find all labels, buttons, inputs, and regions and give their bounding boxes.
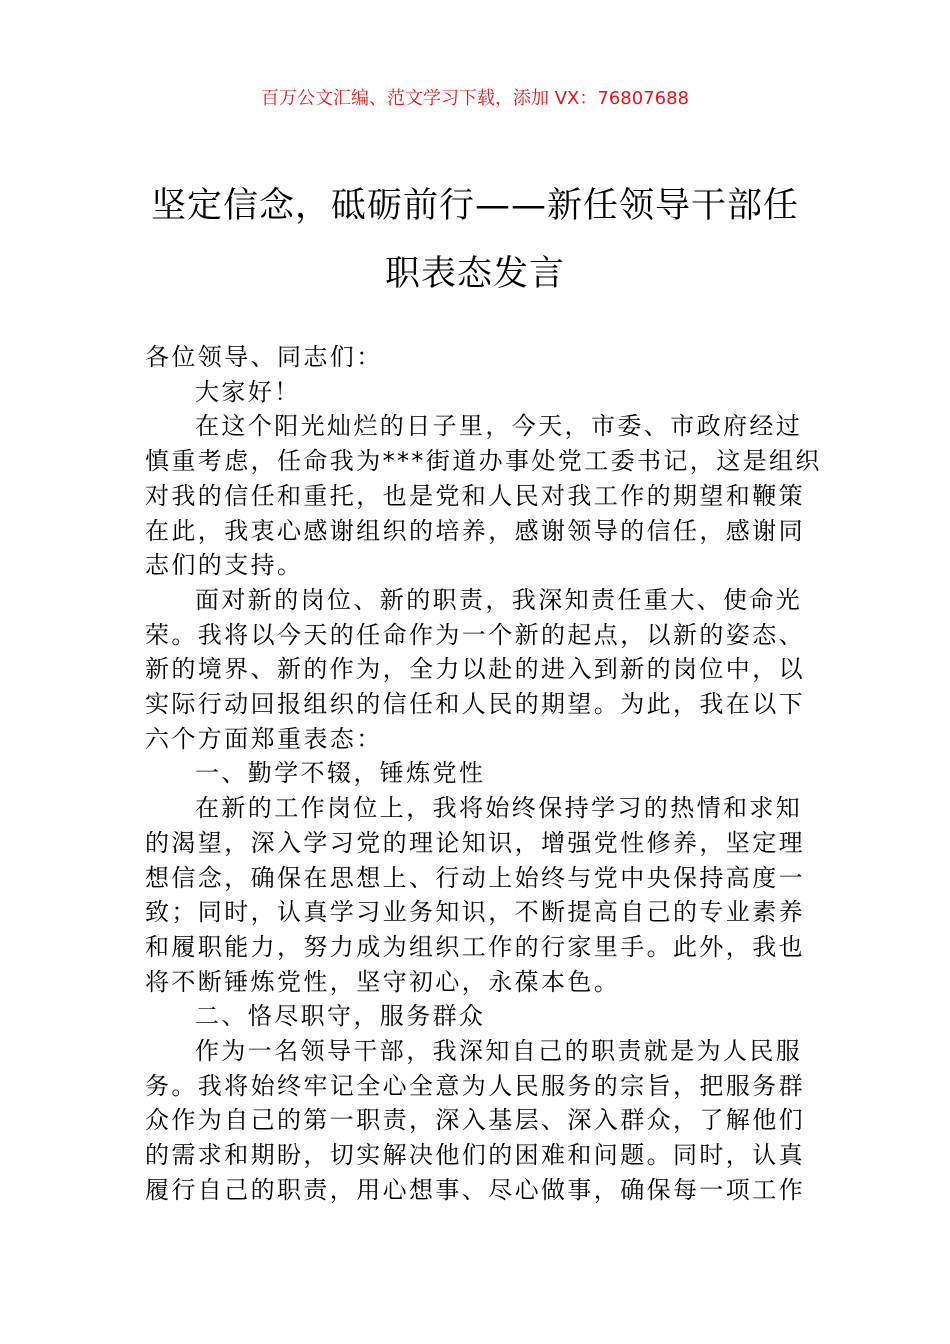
- text-line: 志们的支持。: [145, 551, 304, 580]
- text-line: 二、恪尽职守，服务群众: [195, 1002, 486, 1031]
- text-line: 在此，我衷心感谢组织的培养，感谢领导的信任，感谢同: [145, 516, 805, 545]
- text-line: 务。我将始终牢记全心全意为人民服务的宗旨，把服务群: [145, 1071, 805, 1100]
- text-line: 的需求和期盼，切实解决他们的困难和问题。同时，认真: [145, 1141, 805, 1170]
- text-line: 想信念，确保在思想上、行动上始终与党中央保持高度一: [145, 863, 805, 892]
- text-line: 履行自己的职责，用心想事、尽心做事，确保每一项工作: [145, 1175, 805, 1204]
- text-line: 荣。我将以今天的任命作为一个新的起点，以新的姿态、: [145, 620, 805, 649]
- text-line: 作为一名领导干部，我深知自己的职责就是为人民服: [195, 1037, 803, 1066]
- text-line: 面对新的岗位、新的职责，我深知责任重大、使命光: [195, 585, 803, 614]
- text-line: 众作为自己的第一职责，深入基层、深入群众，了解他们: [145, 1106, 805, 1135]
- text-line: 大家好！: [195, 377, 301, 406]
- text-line: 和履职能力，努力成为组织工作的行家里手。此外，我也: [145, 932, 805, 961]
- document-title-line-2: 职表态发言: [384, 254, 565, 294]
- text-line: 在新的工作岗位上，我将始终保持学习的热情和求知: [195, 794, 803, 823]
- text-line: 各位领导、同志们：: [145, 343, 383, 371]
- text-line: 致；同时，认真学习业务知识，不断提高自己的专业素养: [145, 898, 805, 927]
- text-line: 在这个阳光灿烂的日子里，今天，市委、市政府经过: [195, 412, 803, 441]
- text-line: 将不断锤炼党性，坚守初心，永葆本色。: [145, 967, 621, 996]
- document-body: [145, 340, 822, 1208]
- text-line: 对我的信任和重托，也是党和人民对我工作的期望和鞭策: [145, 481, 805, 510]
- text-line: 实际行动回报组织的信任和人民的期望。为此，我在以下: [145, 690, 805, 719]
- text-line: 一、勤学不辍，锤炼党性: [195, 759, 486, 788]
- text-line: 慎重考虑，任命我为***街道办事处党工委书记，这是组织: [145, 447, 822, 476]
- watermark-header: 百万公文汇编、范文学习下载，添加 VX：76807688: [261, 88, 689, 109]
- text-line: 的渴望，深入学习党的理论知识，增强党性修养，坚定理: [145, 828, 805, 857]
- text-line: 六个方面郑重表态：: [145, 724, 383, 753]
- document-title-line-1: 坚定信念，砥砺前行——新任领导干部任: [150, 186, 799, 226]
- text-line: 新的境界、新的作为，全力以赴的进入到新的岗位中，以: [145, 655, 805, 684]
